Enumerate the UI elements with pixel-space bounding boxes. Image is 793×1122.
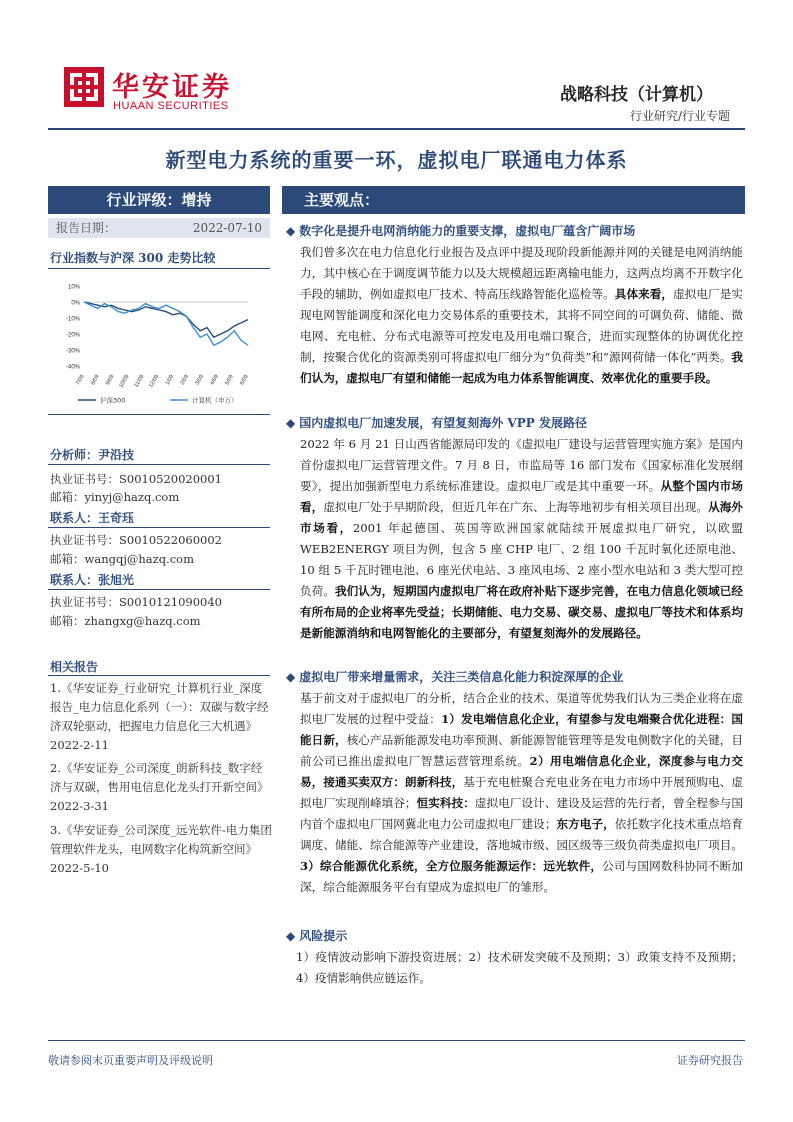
bullet-2-body: [300, 434, 743, 644]
main-views-header: [282, 186, 745, 214]
b2-p1: 2022 年 6 月 21 日山西省能源局印发的《虚拟电厂建设与运营管理实施方案》是国内首份虚拟电厂运营管理文件。7 月 8 日，市监局等 16 部门发布《国家标准化发展纲要》，提出加强新型电力系统标准建设。虚拟电厂或是其中重要一环。: [300, 437, 743, 493]
diamond-bullet-icon: ◆: [286, 670, 296, 684]
logo-icon: [64, 67, 104, 107]
b2-bold3: 我们认为，短期国内虚拟电厂将在政府补贴下逐步完善，在电力信息化领域已经有所布局的企业将率先受益；长期储能、电力交易、碳交易、虚拟电厂等技术和体系均是新能源消纳和电网智能化的主要部分，有望复刻海外的发展路径。: [300, 584, 743, 640]
diamond-bullet-icon: ◆: [286, 224, 296, 238]
report-date-row: [48, 218, 270, 238]
bullet-4-title: 风险提示: [299, 929, 348, 943]
related-reports-title: 相关报告: [50, 660, 99, 674]
x-tick-label: 9/09: [104, 374, 116, 387]
b2-p2: 虚拟电厂处于早期阶段，但近几年在广东、上海等地初步有相关项目出现。: [323, 500, 709, 514]
legend-label: 沪深300: [100, 396, 126, 405]
b3-p6: 公司与国网数科协同不断加深，综合能源服务平台有望成为虚拟电厂的雏形。: [300, 859, 743, 894]
b1-bold1: 具体来看，: [614, 287, 674, 301]
analyst-section: [50, 446, 134, 463]
x-tick-label: 11/09: [133, 374, 146, 389]
legend-label: 计算机（申万）: [192, 396, 238, 405]
divider: [48, 464, 270, 465]
contact1-name: 王奇珏: [98, 511, 135, 525]
page-title: 新型电力系统的重要一环，虚拟电厂联通电力体系: [165, 148, 628, 172]
x-tick-label: 10/09: [118, 374, 131, 389]
x-tick-label: 3/09: [194, 374, 206, 387]
b3-bold4: 东方电子，: [556, 817, 615, 831]
b3-p1: 基于前文对于虚拟电厂的分析，结合企业的技术、渠道等优势我们认为三类企业将在虚拟电厂发展的过程中受益：: [300, 691, 743, 726]
contact2-cert: 执业证书号：S0010121090040: [50, 595, 222, 609]
b1-p1: 我们曾多次在电力信息化行业报告及点评中提及现阶段新能源并网的关键是电网消纳能力，其中核心在于调度调节能力以及大规模超远距离输电能力，这两点均离不开数字化手段的辅助，例如虚拟电厂技术、特高压线路智能化巡检等。: [300, 245, 743, 301]
footer-disclaimer[interactable]: 敬请参阅末页重要声明及评级说明: [48, 1054, 213, 1067]
footer-divider: [48, 1040, 745, 1041]
main-views-title: 主要观点：: [304, 191, 380, 209]
b3-p2: 核心产品新能源发电功率预测、新能源智能管理等是发电侧数字化的关键，目前公司已推出虚拟电厂智慧运营管理系统。: [300, 733, 743, 768]
contact2-label: 联系人：: [50, 573, 99, 587]
bullet-1-title: 数字化是提升电网消纳能力的重要支撑，虚拟电厂蕴含广阔市场: [299, 224, 636, 238]
divider: [48, 527, 270, 528]
x-tick-label: 2/09: [179, 374, 191, 387]
contact2-section: [50, 571, 134, 588]
divider: [48, 675, 270, 676]
series-line-1: [84, 302, 248, 337]
chart-divider: [48, 414, 270, 415]
footer-label: 证券研究报告: [677, 1054, 743, 1067]
b2-bold2: 从海外市场看，: [300, 500, 743, 535]
analyst-cert: 执业证书号：S0010520020001: [50, 472, 222, 486]
contact2-email[interactable]: 邮箱：zhangxg@hazq.com: [50, 614, 201, 628]
report-date-label: 报告日期：: [56, 221, 117, 235]
related-report-item[interactable]: 2.《华安证券_公司深度_朗新科技_数字经济与双碳，售用电信息化龙头打开新空间》2022-3-31: [50, 761, 269, 813]
bullet-4: [286, 927, 347, 944]
b3-bold2: 2）用电端信息化企业，深度参与电力交易，接通买卖双方：朗新科技，: [300, 754, 743, 789]
b3-bold5: 3）综合能源优化系统，全方位服务能源运作：远光软件，: [300, 859, 603, 873]
analyst-label: 分析师：: [50, 448, 99, 462]
x-tick-label: 4/09: [209, 374, 220, 387]
contact1-email[interactable]: 邮箱：wangqj@hazq.com: [50, 552, 195, 566]
y-tick-label: 0%: [71, 300, 80, 307]
analyst-name: 尹沿技: [98, 448, 135, 462]
bullet-3: [286, 668, 623, 685]
related-report-item[interactable]: 3.《华安证券_公司深度_远光软件-电力集团管理软件龙头，电网数字化构筑新空间》2022-5-10: [50, 823, 272, 875]
contact1-cert: 执业证书号：S0010522060002: [50, 533, 222, 547]
header-divider: [48, 128, 745, 130]
diamond-bullet-icon: ◆: [286, 416, 296, 430]
bullet-1: [286, 222, 635, 239]
x-tick-label: 12/09: [148, 374, 161, 389]
b1-p2: 虚拟电厂是实现电网智能调度和深化电力交易体系的重要技术，其将不同空间的可调负荷、储能、微电网、充电桩、分布式电源等可控发电及用电端口聚合，进而实现整体的协调优化控制，按聚合优化的资源类别可将虚拟电厂细分为“负荷类”和“源网荷储一体化”两类。: [300, 287, 743, 364]
bullet-2-title: 国内虚拟电厂加速发展，有望复刻海外 VPP 发展路径: [299, 416, 587, 430]
y-tick-label: -40%: [65, 364, 80, 371]
index-comparison-chart: [48, 278, 270, 410]
x-tick-label: 6/09: [239, 374, 250, 387]
b3-p3: 基于充电桩聚合充电业务在电力市场中开展预购电、虚拟电厂实现削峰填谷；: [300, 775, 743, 810]
bullet-3-body: [300, 688, 743, 898]
report-type: 战略科技（计算机）: [560, 85, 713, 105]
chart-title-divider: [48, 268, 270, 269]
y-tick-label: -20%: [65, 332, 80, 339]
contact2-name: 张旭光: [98, 573, 135, 587]
y-tick-label: -30%: [65, 348, 80, 355]
chart-title: 行业指数与沪深 300 走势比较: [50, 251, 216, 265]
industry-rating: 行业评级：增持: [48, 186, 270, 214]
x-tick-label: 1/09: [164, 374, 176, 387]
diamond-bullet-icon: ◆: [286, 929, 296, 943]
x-tick-label: 7/09: [75, 374, 86, 387]
series-line-2: [84, 302, 248, 345]
b2-bold1: 从整个国内市场看，: [300, 479, 743, 514]
report-subtype: 行业研究/行业专题: [629, 109, 730, 123]
b2-p3: 2001 年起德国、英国等欧洲国家就陆续开展虚拟电厂研究，以欧盟 WEB2ENERGY 项目为例，包含 5 座 CHP 电厂、2 组 100 千瓦时氧化还原电池、10 组 5 千瓦时锂电池、6 座光伏电站、3 座风电场、2 座小型水电站和 3 类大型可控负荷。: [300, 521, 743, 598]
y-tick-label: -10%: [65, 316, 80, 323]
b3-p4: 虚拟电厂设计、建设及运营的先行者，曾全程参与国内首个虚拟电厂国网冀北电力公司虚拟电厂建设；: [300, 796, 743, 831]
b1-bold2: 我们认为，虚拟电厂有望和储能一起成为电力体系智能调度、效率优化的重要手段。: [300, 350, 743, 385]
analyst-email[interactable]: 邮箱：yinyj@hazq.com: [50, 490, 180, 504]
b3-bold1: 1）发电端信息化企业，有望参与发电端聚合优化进程：国能日新，: [300, 712, 743, 747]
bullet-2: [286, 414, 587, 431]
b3-p5: 依托数字化技术重点培育调度、储能、综合能源等产业建设，落地城市级、园区级等三级负荷类虚拟电厂项目。: [300, 817, 743, 852]
contact1-section: [50, 509, 134, 526]
bullet-3-title: 虚拟电厂带来增量需求，关注三类信息化能力积淀深厚的企业: [299, 670, 624, 684]
contact1-label: 联系人：: [50, 511, 99, 525]
y-tick-label: 10%: [67, 284, 80, 291]
logo-name-en: HUAAN SECURITIES: [113, 100, 229, 112]
divider: [48, 589, 270, 590]
report-date-value: 2022-07-10: [192, 221, 262, 235]
related-report-item[interactable]: 1.《华安证券_行业研究_计算机行业_深度报告_电力信息化系列（一）：双碳与数字经济双轮驱动，把握电力信息化三大机遇》2022-2-11: [50, 681, 269, 752]
x-tick-label: 8/09: [90, 374, 101, 387]
bullet-1-body: [300, 242, 743, 389]
x-tick-label: 5/09: [224, 374, 235, 387]
logo-name-cn: 华安证券: [112, 72, 232, 103]
bullet-4-body: 1）疫情波动影响下游投资进展；2）技术研发突破不及预期；3）政策支持不及预期；4）疫情影响供应链运作。: [296, 950, 743, 985]
b3-bold3: 恒实科技：: [416, 796, 475, 810]
